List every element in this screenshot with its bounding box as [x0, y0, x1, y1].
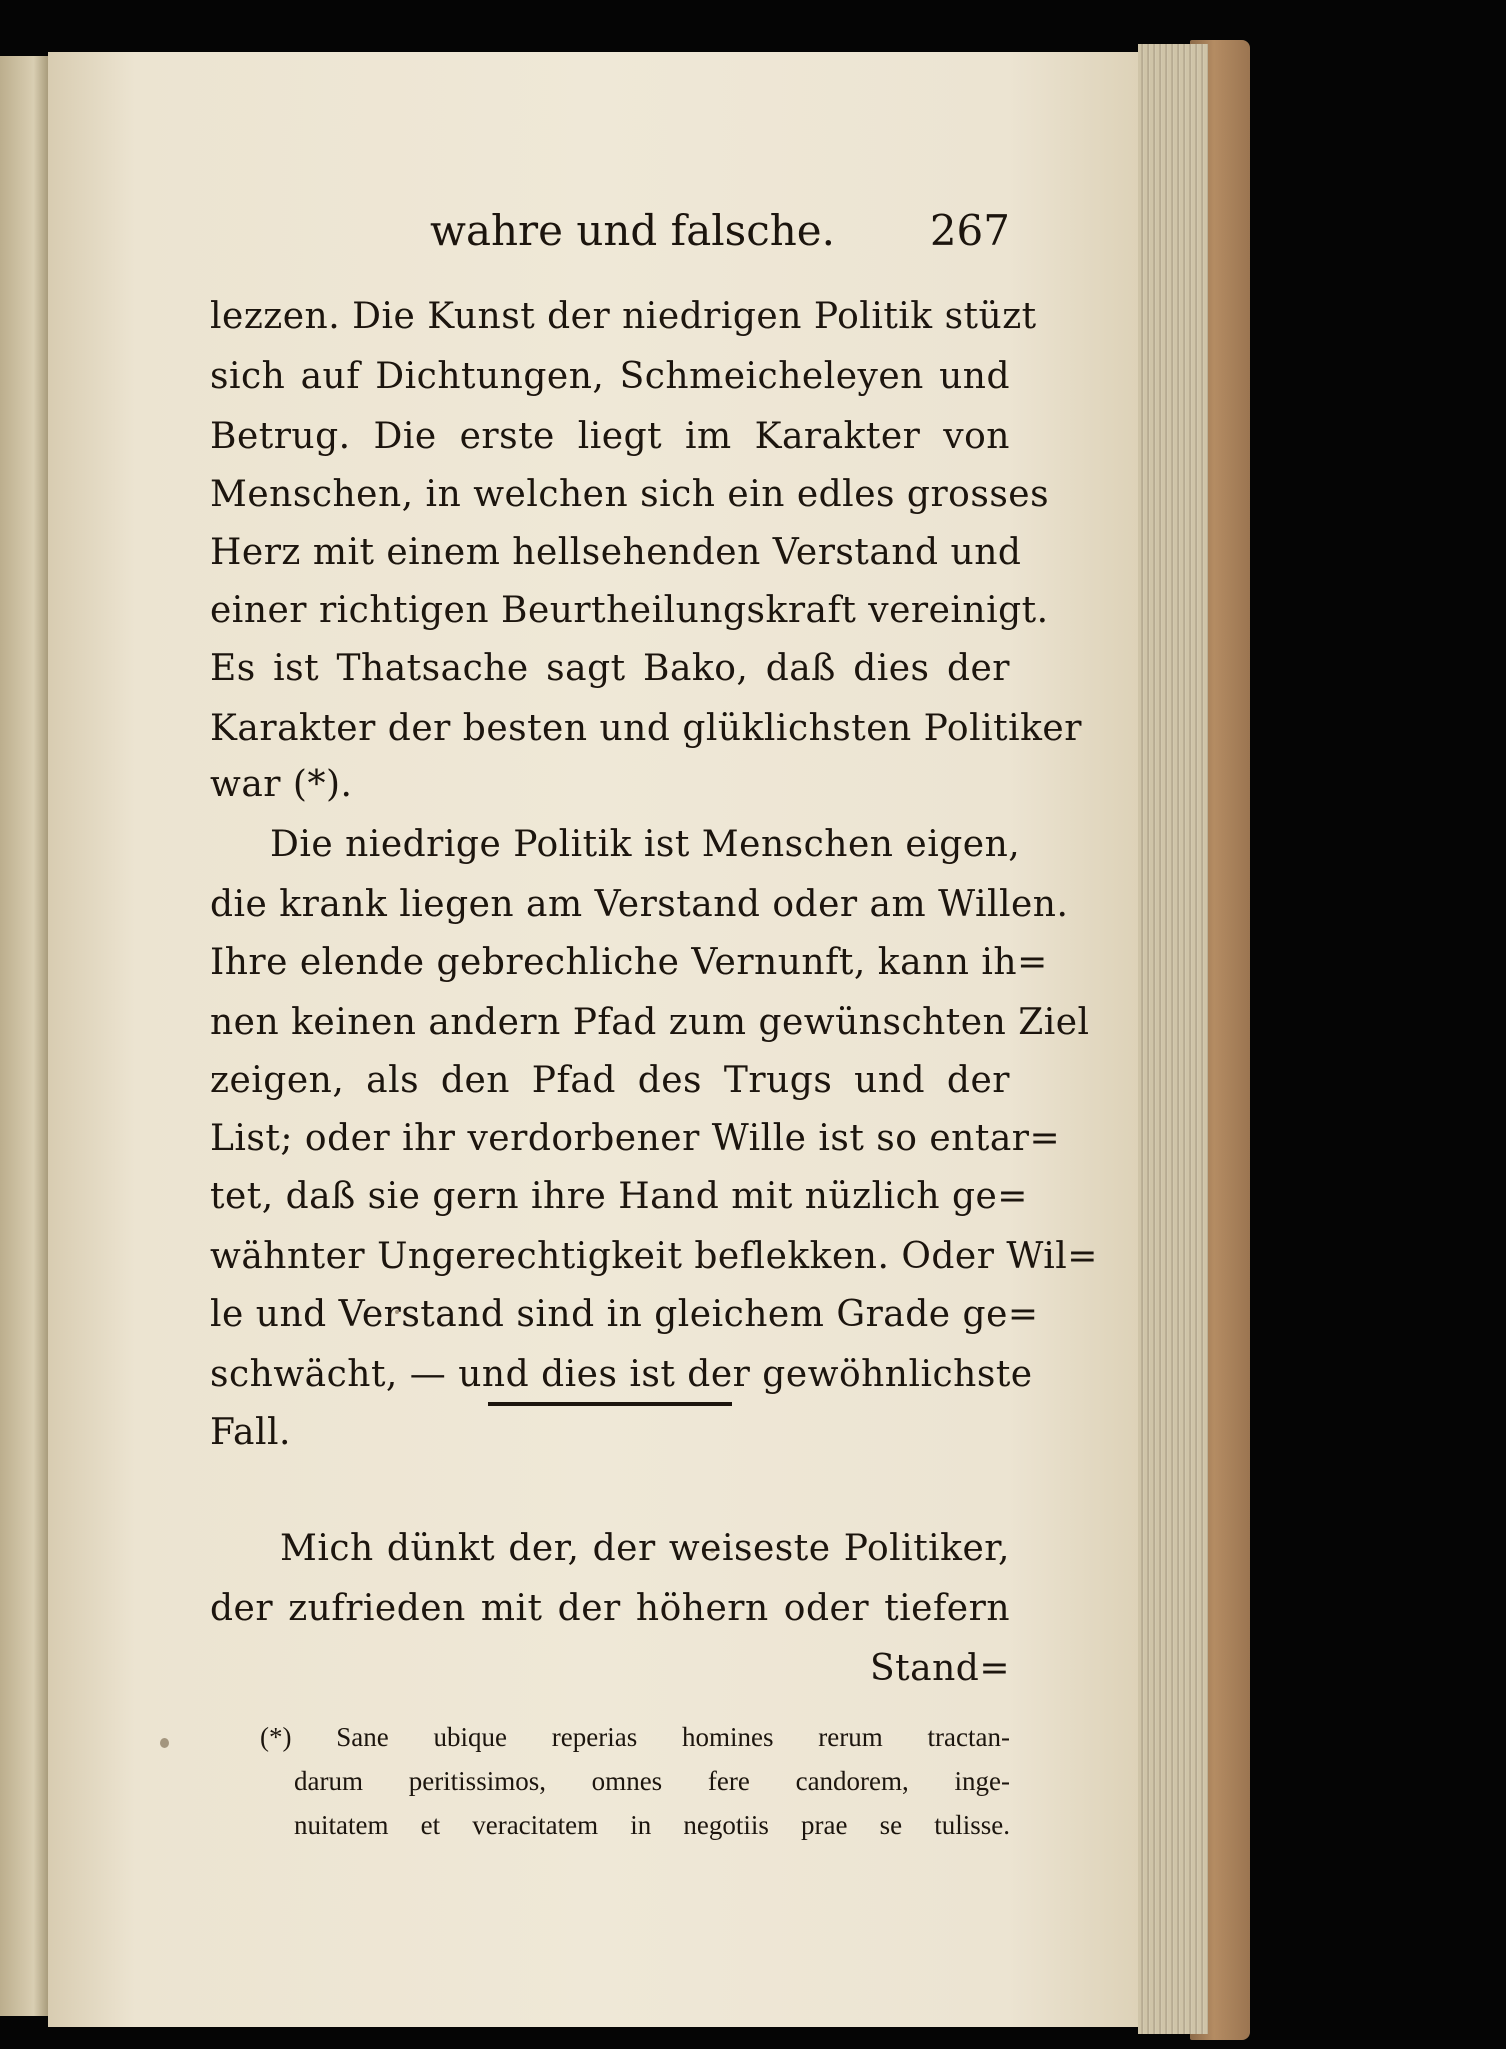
text-line: der zufrieden mit der höhern oder tiefern — [210, 1588, 1010, 1629]
text-line: Menschen, in welchen sich ein edles grosses — [210, 474, 1050, 515]
text-line: le und Verstand sind in gleichem Grade ge= — [210, 1294, 1039, 1335]
paragraph-first-line: Die niedrige Politik ist Menschen eigen, — [270, 824, 1021, 865]
text-line: einer richtigen Beurtheilungskraft vereinigt. — [210, 590, 1049, 631]
text-line: zeigen, als den Pfad des Trugs und der — [210, 1060, 1010, 1101]
left-page-edge — [0, 56, 50, 2016]
text-line: Fall. — [210, 1412, 291, 1453]
text-line: wähnter Ungerechtigkeit beflekken. Oder Wil= — [210, 1236, 1098, 1277]
page-number: 267 — [929, 206, 1010, 255]
footnote-line: nuitatem et veracitatem in negotiis prae se tulisse. — [294, 1810, 1010, 1840]
text-line: Karakter der besten und glüklichsten Politiker — [210, 708, 1082, 749]
page-edges — [1138, 44, 1208, 2034]
text-line: schwächt, — und dies ist der gewöhnlichste — [210, 1354, 1033, 1395]
text-line: Betrug. Die erste liegt im Karakter von — [210, 416, 1010, 457]
running-title: wahre und falsche. — [430, 206, 836, 255]
footnote-line: (*) Sane ubique reperias homines rerum tractan- — [260, 1722, 1010, 1752]
text-line: Ihre elende gebrechliche Vernunft, kann ih= — [210, 942, 1048, 983]
running-head — [430, 200, 1010, 260]
text-line: war (*). — [210, 764, 353, 805]
text-line: nen keinen andern Pfad zum gewünschten Ziel — [210, 1002, 1090, 1043]
text-line: die krank liegen am Verstand oder am Willen. — [210, 884, 1069, 925]
text-line: lezzen. Die Kunst der niedrigen Politik stüzt — [210, 296, 1037, 337]
text-line: Herz mit einem hellsehenden Verstand und — [210, 532, 1022, 573]
section-divider-rule — [488, 1402, 732, 1406]
text-line: Es ist Thatsache sagt Bako, daß dies der — [210, 648, 1010, 689]
footnote-line: darum peritissimos, omnes fere candorem, inge- — [294, 1766, 1010, 1796]
catchword: Stand= — [870, 1648, 1010, 1689]
text-line: List; oder ihr verdorbener Wille ist so entar= — [210, 1118, 1061, 1159]
text-line: tet, daß sie gern ihre Hand mit nüzlich ge= — [210, 1176, 1028, 1217]
text-line: sich auf Dichtungen, Schmeicheleyen und — [210, 356, 1010, 397]
paragraph-first-line: Mich dünkt der, der weiseste Politiker, — [280, 1528, 1010, 1569]
